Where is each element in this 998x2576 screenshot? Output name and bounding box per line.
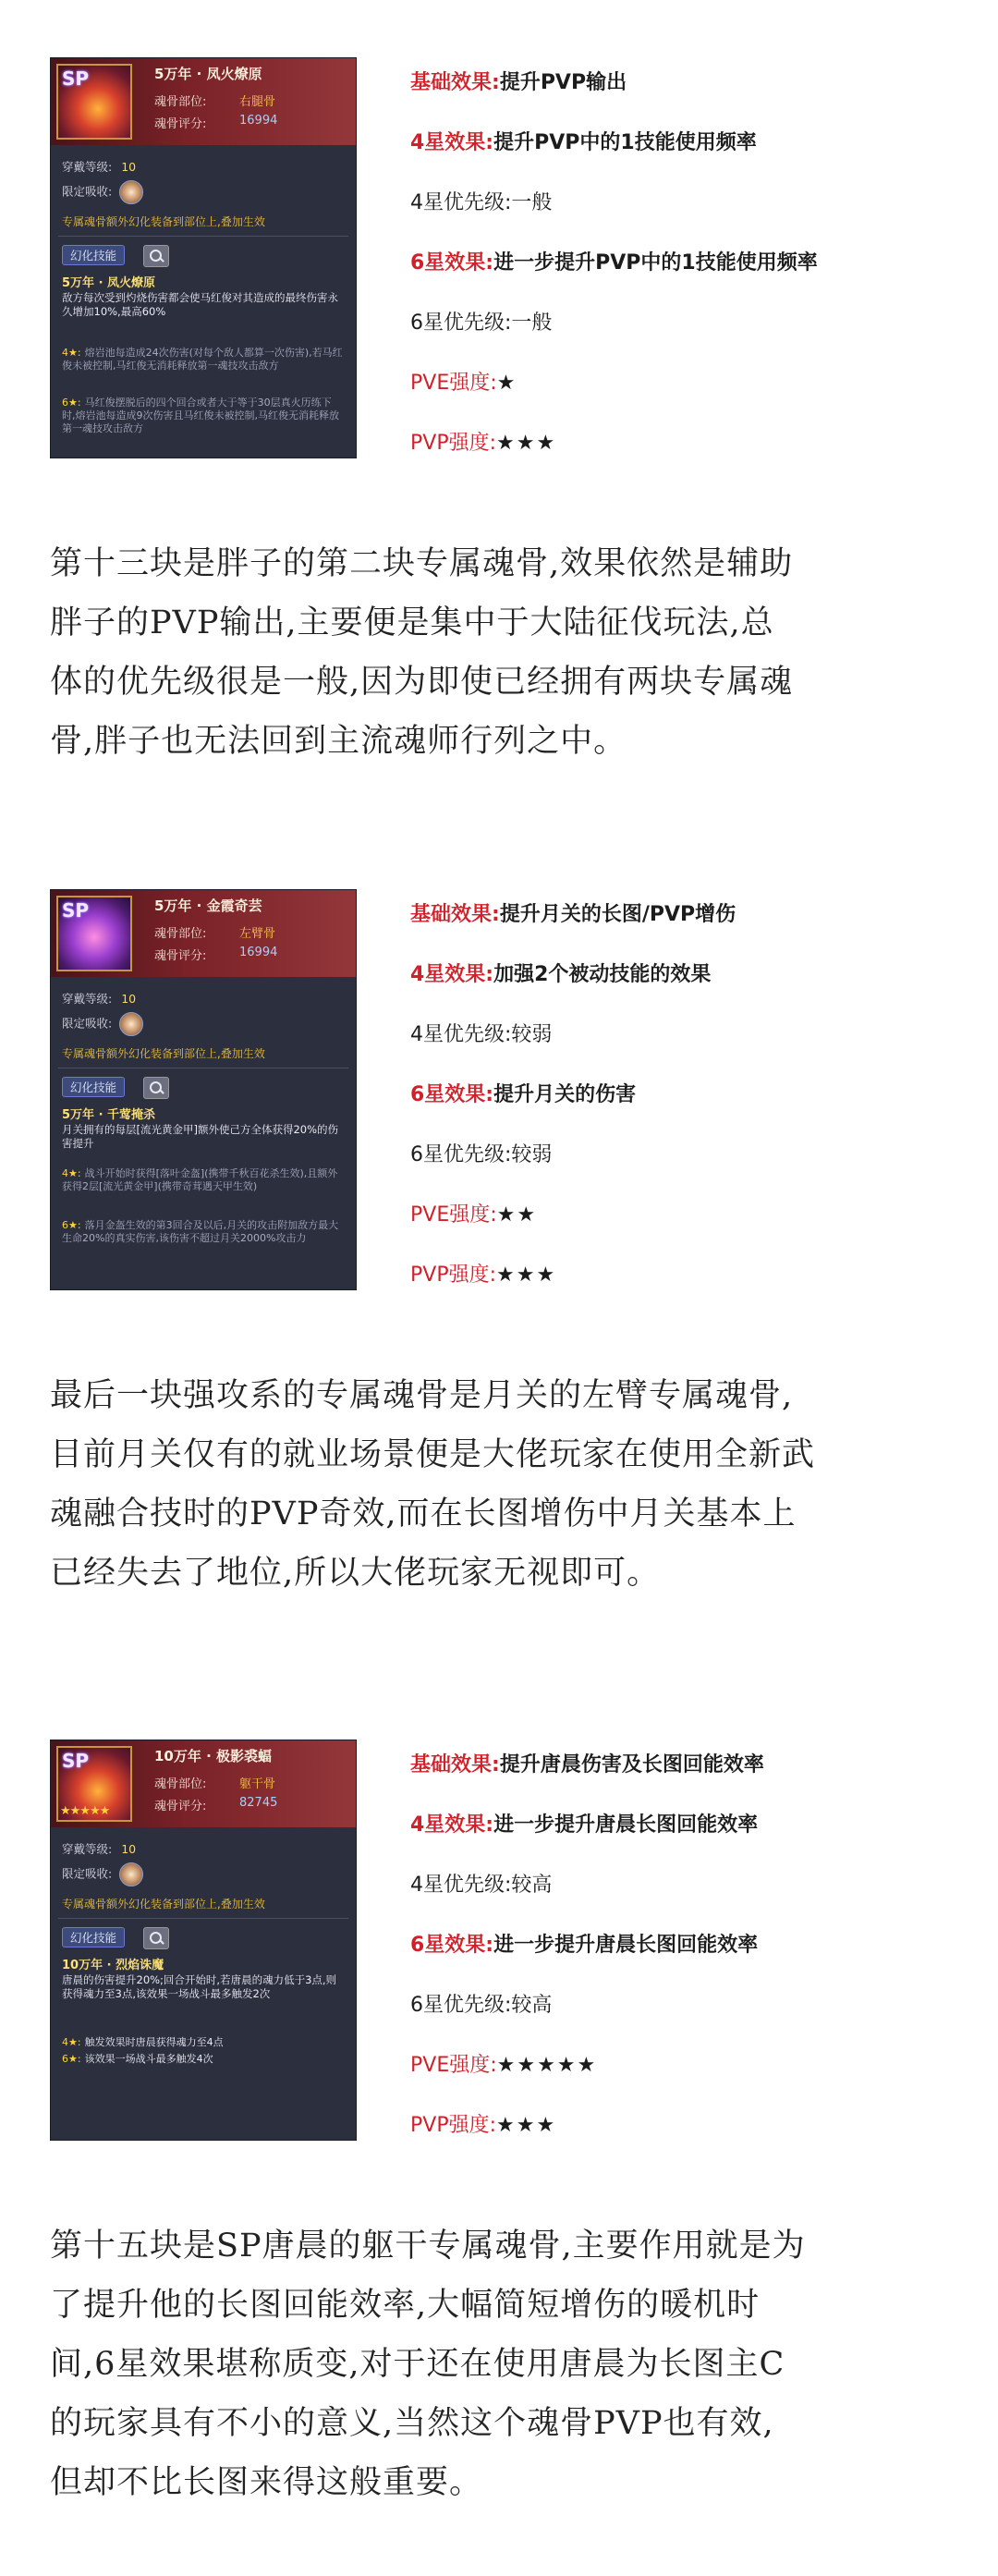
rarity-stars: ★★★★★: [60, 1804, 110, 1818]
paragraph-line: 体的优先级很是一般,因为即使已经拥有两块专属魂: [50, 664, 794, 701]
skill-name: 5万年 · 千莺掩杀: [62, 1108, 156, 1122]
star6-priority-value: 一般: [511, 311, 553, 335]
base-effect-label: 基础效果:: [410, 71, 500, 94]
star4-priority: [410, 1019, 552, 1047]
paragraph-2: [50, 1366, 955, 1603]
magnifier-icon[interactable]: [143, 1077, 169, 1099]
pvp-strength: [410, 427, 556, 456]
star6-text: 该效果一场战斗最多触发4次: [84, 2053, 213, 2065]
bone-part-label: 魂骨部位:: [154, 927, 207, 941]
star4-effect: [410, 127, 757, 155]
star6-priority-value: 较弱: [511, 1143, 553, 1166]
star6-effect: [410, 1929, 758, 1958]
bone-part: [154, 1774, 276, 1791]
paragraph-line: 了提升他的长图回能效率,大幅简短增伤的暖机时: [50, 2287, 761, 2324]
paragraph-1: [50, 534, 955, 771]
bone-part-value: 左臂骨: [239, 927, 276, 941]
star4-label: 4★:: [62, 347, 81, 359]
star6-effect-value: 提升月关的伤害: [493, 1083, 637, 1106]
divider: [58, 1918, 348, 1919]
paragraph-line: 骨,胖子也无法回到主流魂师行列之中。: [50, 723, 627, 760]
paragraph-line: 已经失去了地位,所以大佬玩家无视即可。: [50, 1555, 661, 1592]
star4-priority-label: 4星优先级:: [410, 1023, 512, 1046]
pvp-strength-label: PVP强度:: [410, 432, 496, 455]
soul-bone-icon: [56, 1746, 132, 1822]
wear-level-label: 穿戴等级:: [62, 992, 113, 1006]
paragraph-line: 但却不比长图来得这般重要。: [50, 2464, 483, 2501]
exclusive-note: 专属魂骨额外幻化装备到部位上,叠加生效: [62, 1898, 265, 1911]
base-effect-label: 基础效果:: [410, 903, 500, 926]
soul-bone-section-1: [0, 57, 998, 458]
star4-text: 战斗开始时获得[落叶金盔](携带千秋百花杀生效),且额外获得2层[流光黄金甲](携带奇茸遇天甲生效): [62, 1167, 338, 1192]
skill-description: 敌方每次受到灼烧伤害都会使马红俊对其造成的最终伤害永久增加10%,最高60%: [62, 291, 338, 318]
pve-strength-stars: ★: [496, 372, 517, 395]
pve-strength: [410, 1199, 537, 1227]
transform-skill-button[interactable]: 幻化技能: [62, 1927, 125, 1947]
star4-effect-label: 4星效果:: [410, 1813, 494, 1837]
star6-label: 6★:: [62, 1219, 81, 1231]
star6-effect: [410, 247, 818, 275]
star4-label: 4★:: [62, 2036, 81, 2048]
transform-skill-button[interactable]: 幻化技能: [62, 245, 125, 265]
pvp-strength: [410, 1259, 556, 1288]
bone-score-label: 魂骨评分:: [154, 117, 207, 131]
paragraph-line: 胖子的PVP输出,主要便是集中于大陆征伐玩法,总: [50, 604, 774, 641]
star4-effect-label: 4星效果:: [410, 963, 494, 986]
skill-name: 5万年 · 凤火燎原: [62, 276, 156, 290]
star4-text: 熔岩池每造成24次伤害(对每个敌人都算一次伤害),若马红俊未被控制,马红俊无消耗释放第一魂技攻击敌方: [62, 347, 343, 372]
wear-level-label: 穿戴等级:: [62, 160, 113, 174]
card-header: [51, 890, 356, 977]
star4-effect: [410, 958, 711, 987]
bone-part: [154, 92, 276, 109]
sp-badge: SP: [62, 899, 90, 922]
star4-priority: [410, 1869, 552, 1898]
bone-score-value: 16994: [239, 946, 278, 959]
skill-description: 唐晨的伤害提升20%;回合开始时,若唐晨的魂力低于3点,则获得魂力至3点,该效果一场战斗最多触发2次: [62, 1973, 337, 2000]
base-effect: [410, 67, 627, 95]
pve-strength: [410, 367, 517, 396]
star4-priority: [410, 187, 552, 215]
star4-priority-label: 4星优先级:: [410, 1874, 512, 1897]
pve-strength: [410, 2049, 597, 2078]
base-effect-value: 提升月关的长图/PVP增伤: [499, 903, 736, 926]
star6-detail: [62, 2053, 345, 2066]
star4-effect-value: 加强2个被动技能的效果: [493, 963, 712, 986]
wear-level-value: 10: [121, 992, 137, 1006]
sp-badge: SP: [62, 1750, 90, 1772]
bone-part-label: 魂骨部位:: [154, 1777, 207, 1791]
wear-level: [62, 158, 136, 175]
pve-strength-label: PVE强度:: [410, 2054, 497, 2077]
pvp-strength-stars: ★★★: [496, 2114, 557, 2137]
pve-strength-label: PVE强度:: [410, 372, 497, 395]
star6-label: 6★:: [62, 397, 81, 409]
star6-priority-value: 较高: [511, 1994, 553, 2017]
pvp-strength-stars: ★★★: [496, 1264, 557, 1287]
soul-bone-icon: [56, 64, 132, 140]
pvp-strength-label: PVP强度:: [410, 2114, 496, 2137]
exclusive-note: 专属魂骨额外幻化装备到部位上,叠加生效: [62, 215, 265, 228]
divider: [58, 236, 348, 237]
wear-level-label: 穿戴等级:: [62, 1842, 113, 1856]
paragraph-line: 间,6星效果堪称质变,对于还在使用唐晨为长图主C: [50, 2346, 785, 2383]
sp-badge: SP: [62, 67, 90, 90]
star6-priority: [410, 307, 552, 336]
star4-priority-value: 一般: [511, 191, 553, 214]
pve-strength-label: PVE强度:: [410, 1203, 497, 1227]
bone-score: [154, 946, 278, 963]
absorb-label: 限定吸收:: [62, 1866, 113, 1881]
bone-score-label: 魂骨评分:: [154, 949, 207, 963]
soul-bone-card: [50, 1740, 357, 2141]
card-header: [51, 1740, 356, 1827]
star4-priority-value: 较弱: [511, 1023, 553, 1046]
star4-priority-label: 4星优先级:: [410, 191, 512, 214]
paragraph-3: [50, 2216, 955, 2512]
character-avatar-icon: [119, 1012, 143, 1036]
star6-text: 落月金盔生效的第3回合及以后,月关的攻击附加敌方最大生命20%的真实伤害,该伤害不超过月关2000%攻击力: [62, 1219, 339, 1244]
star6-effect-value: 进一步提升唐晨长图回能效率: [493, 1934, 759, 1957]
magnifier-icon[interactable]: [143, 245, 169, 267]
paragraph-line: 最后一块强攻系的专属魂骨是月关的左臂专属魂骨,: [50, 1377, 794, 1414]
star4-detail: [62, 2036, 345, 2049]
pvp-strength-label: PVP强度:: [410, 1264, 496, 1287]
star4-effect: [410, 1809, 758, 1837]
star4-effect-value: 提升PVP中的1技能使用频率: [493, 131, 757, 154]
bone-part: [154, 923, 276, 941]
skill-description: 月关拥有的每层[流光黄金甲]额外使己方全体获得20%的伤害提升: [62, 1123, 339, 1150]
magnifier-icon[interactable]: [143, 1927, 169, 1949]
bone-score: [154, 114, 278, 131]
star4-detail: [62, 1167, 345, 1193]
star6-priority-label: 6星优先级:: [410, 1994, 512, 2017]
star6-priority: [410, 1989, 552, 2018]
paragraph-line: 目前月关仅有的就业场景便是大佬玩家在使用全新武: [50, 1436, 816, 1473]
star6-effect-label: 6星效果:: [410, 1083, 494, 1106]
bone-score-label: 魂骨评分:: [154, 1800, 207, 1813]
soul-bone-section-2: [0, 889, 998, 1290]
star6-priority-label: 6星优先级:: [410, 311, 512, 335]
paragraph-line: 魂融合技时的PVP奇效,而在长图增伤中月关基本上: [50, 1496, 797, 1532]
star4-detail: [62, 347, 345, 372]
star6-effect: [410, 1079, 636, 1107]
pve-strength-stars: ★★: [496, 1203, 538, 1227]
absorb-label: 限定吸收:: [62, 184, 113, 199]
star6-detail: [62, 397, 345, 435]
character-avatar-icon: [119, 180, 143, 204]
star6-effect-label: 6星效果:: [410, 251, 494, 275]
absorb-label: 限定吸收:: [62, 1016, 113, 1031]
bone-title: 10万年 · 极影裘蝠: [154, 1748, 273, 1764]
soul-bone-section-3: [0, 1740, 998, 2141]
card-header: [51, 58, 356, 145]
star4-effect-value: 进一步提升唐晨长图回能效率: [493, 1813, 759, 1837]
star4-label: 4★:: [62, 1167, 81, 1179]
star6-text: 马红俊摆脱后的四个回合或者大于等于30层真火历练下时,熔岩池每造成9次伤害且马红俊未被控制,马红俊无消耗释放第一魂技攻击敌方: [62, 397, 339, 434]
soul-bone-card: [50, 57, 357, 458]
pvp-strength: [410, 2109, 556, 2138]
bone-score-value: 82745: [239, 1796, 278, 1810]
wear-level: [62, 1840, 136, 1857]
star4-priority-value: 较高: [511, 1874, 553, 1897]
base-effect-value: 提升PVP输出: [499, 71, 627, 94]
bone-part-value: 右腿骨: [239, 95, 276, 109]
base-effect: [410, 1749, 764, 1777]
star4-effect-label: 4星效果:: [410, 131, 494, 154]
absorb-limit: [62, 180, 143, 204]
absorb-limit: [62, 1862, 143, 1886]
star6-label: 6★:: [62, 2053, 81, 2065]
star6-detail: [62, 1219, 345, 1245]
star6-priority: [410, 1139, 552, 1167]
pve-strength-stars: ★★★★★: [496, 2054, 598, 2077]
character-avatar-icon: [119, 1862, 143, 1886]
star6-effect-value: 进一步提升PVP中的1技能使用频率: [493, 251, 818, 275]
base-effect-label: 基础效果:: [410, 1753, 500, 1776]
wear-level-value: 10: [121, 1842, 137, 1856]
paragraph-line: 第十三块是胖子的第二块专属魂骨,效果依然是辅助: [50, 545, 794, 582]
paragraph-line: 的玩家具有不小的意义,当然这个魂骨PVP也有效,: [50, 2405, 774, 2442]
exclusive-note: 专属魂骨额外幻化装备到部位上,叠加生效: [62, 1047, 265, 1060]
transform-skill-button[interactable]: 幻化技能: [62, 1077, 125, 1097]
bone-title: 5万年 · 金霞奇芸: [154, 897, 262, 914]
star4-text: 触发效果时唐晨获得魂力至4点: [84, 2036, 224, 2048]
skill-name: 10万年 · 烈焰诛魔: [62, 1959, 164, 1972]
star6-effect-label: 6星效果:: [410, 1934, 494, 1957]
paragraph-line: 第十五块是SP唐晨的躯干专属魂骨,主要作用就是为: [50, 2228, 806, 2265]
soul-bone-icon: [56, 896, 132, 971]
absorb-limit: [62, 1012, 143, 1036]
base-effect: [410, 898, 736, 927]
soul-bone-card: [50, 889, 357, 1290]
bone-score-value: 16994: [239, 114, 278, 128]
pvp-strength-stars: ★★★: [496, 432, 557, 455]
bone-score: [154, 1796, 278, 1813]
bone-part-value: 躯干骨: [239, 1777, 276, 1791]
wear-level: [62, 990, 136, 1007]
star6-priority-label: 6星优先级:: [410, 1143, 512, 1166]
bone-part-label: 魂骨部位:: [154, 95, 207, 109]
base-effect-value: 提升唐晨伤害及长图回能效率: [499, 1753, 764, 1776]
wear-level-value: 10: [121, 160, 137, 174]
bone-title: 5万年 · 凤火燎原: [154, 66, 262, 82]
